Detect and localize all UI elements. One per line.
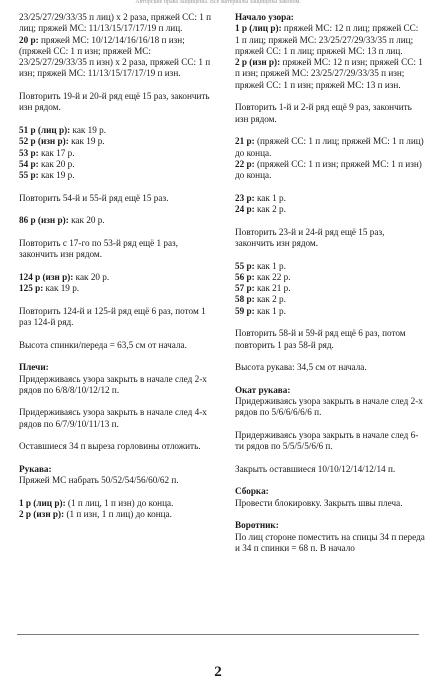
shoulders-step-2: Придерживаясь узора закрыть в начале след 4-х рядов по 6/7/9/10/11/13 п. [19, 407, 207, 429]
section-title-sleeve-cap: Окат рукава: [235, 384, 291, 395]
repeat-23-24: Повторить 23-й и 24-й ряд ещё 15 раз, закончить изн рядом. [235, 226, 385, 248]
running-header: Авторские права защищены. Все материалы защищены законом. [135, 0, 301, 5]
row-55: 55 р: как 19 р. [19, 170, 75, 181]
row-19-continuation: 23/25/27/29/33/35 п лиц) х 2 раза, пряжей СС: 1 п лиц; пряжей МС: 11/13/15/17/17/19 п лиц. [19, 12, 212, 34]
collar-text: По лиц стороне поместить на спицы 34 п переда и 34 п спинки = 68 п. В начало [235, 531, 425, 553]
sleeve-cap-step-2: Придерживаясь узора закрыть в начале след 6-ти рядов по 5/5/5/5/6/6 п. [235, 429, 419, 452]
sleeve-row-2: 2 р (изн р): (1 п изн, 1 п лиц) до конца. [19, 509, 172, 520]
row-125: 125 р: как 19 р. [19, 283, 80, 294]
sleeve-height: Высота рукава: 34,5 см от начала. [235, 362, 367, 373]
pattern-row-22: 22 р: (пряжей СС: 1 п изн; пряжей МС: 1 п изн) до конца. [235, 158, 422, 181]
pattern-row-24: 24 р: как 2 р. [235, 204, 286, 215]
neck-stitches: Оставшиеся 34 п выреза горловины отложить. [19, 441, 201, 452]
repeat-54-55: Повторить 54-й и 55-й ряд ещё 15 раз. [19, 192, 169, 203]
sleeves-cast-on: Пряжей МС набрать 50/52/54/56/60/62 п. [19, 475, 179, 486]
row-86: 86 р (изн р): как 20 р. [19, 215, 105, 226]
repeat-58-59: Повторить 58-й и 59-й ряд ещё 6 раз, потом повторить 1 раз 58-й ряд. [235, 328, 406, 350]
rows-124-125 [19, 272, 219, 295]
pattern-row-59: 59 р: как 1 р. [235, 305, 286, 316]
rows-55-59 [235, 261, 425, 317]
section-title-pattern-start: Начало узора: [235, 12, 294, 22]
rows-23-24 [235, 193, 425, 216]
pattern-row-55: 55 р: как 1 р. [235, 260, 286, 271]
sleeve-row-1: 1 р (лиц р): (1 п лиц, 1 п изн) до конца. [19, 497, 174, 508]
row-54: 54 р: как 20 р. [19, 158, 75, 169]
section-title-collar: Воротник: [235, 520, 279, 531]
repeat-1-2: Повторить 1-й и 2-й ряд ещё 9 раз, закончить изн рядом. [235, 102, 412, 124]
repeat-124-125: Повторить 124-й и 125-й ряд ещё 6 раз, потом 1 раз 124-й ряд. [19, 305, 206, 328]
section-title-assembly: Сборка: [235, 486, 269, 497]
back-height: Высота спинки/переда = 63,5 см от начала. [19, 339, 187, 350]
row-52: 52 р (изн р): как 19 р. [19, 136, 105, 147]
page-number: 2 [214, 664, 222, 680]
pattern-row-2: 2 р (изн р): пряжей МС: 12 п изн; пряжей СС: 1 п изн; пряжей МС: 23/25/27/29/33/35 п изн; пряжей СС: 1 п изн; пряжей МС: 13 п изн. [235, 57, 423, 90]
rows-21-22 [235, 136, 425, 181]
row-label: 20 р: [19, 34, 39, 45]
row-53: 53 р: как 17 р. [19, 147, 75, 158]
section-title-shoulders: Плечи: [19, 362, 49, 373]
sleeve-cap-step-1: Придерживаясь узора закрыть в начале след 2-х рядов по 5/6/6/6/6/6 п. [235, 396, 423, 418]
pattern-row-58: 58 р: как 2 р. [235, 294, 286, 305]
footer-divider [17, 634, 419, 635]
pattern-row-56: 56 р: как 22 р. [235, 271, 291, 282]
repeat-19-20: Повторить 19-й и 20-й ряд ещё 15 раз, закончить изн рядом. [19, 91, 210, 113]
assembly-text: Провести блокировку. Закрыть швы плеча. [235, 497, 403, 508]
pattern-row-21: 21 р: (пряжей СС: 1 п лиц; пряжей МС: 1 п лиц) до конца. [235, 136, 424, 158]
row-124: 124 р (изн р): как 20 р. [19, 271, 110, 282]
rows-51-55 [19, 125, 219, 181]
repeat-17-53: Повторить с 17-го по 53-й ряд ещё 1 раз, закончить изн рядом. [19, 237, 178, 260]
pattern-row-23: 23 р: как 1 р. [235, 192, 286, 203]
sleeve-rib-rows [19, 498, 219, 521]
row-20 [19, 35, 219, 80]
left-column [19, 12, 219, 520]
sleeve-cap-close: Закрыть оставшиеся 10/10/12/14/12/14 п. [235, 463, 396, 474]
right-column [235, 12, 425, 554]
pattern-row-1: 1 р (лиц р): пряжей МС: 12 п лиц; пряжей СС: 1 п лиц; пряжей МС: 23/25/27/29/33/35 п лиц; пряжей СС: 1 п лиц; пряжей МС: 13 п лиц. [235, 23, 419, 56]
row-51: 51 р (лиц р): как 19 р. [19, 124, 107, 135]
pattern-row-57: 57 р: как 21 р. [235, 283, 291, 294]
row-text: пряжей МС: 10/12/14/16/16/18 п изн; (пряжей СС: 1 п изн; пряжей МС: 23/25/27/29/33/35 п изн) х 2 раза, пряжей СС: 1 п изн; пряжей МС: 11/13/15/17/17/19 п изн. [19, 34, 211, 79]
shoulders-step-1: Придерживаясь узора закрыть в начале след 2-х рядов по 6/8/8/10/12/12 п. [19, 373, 207, 395]
section-title-sleeves: Рукава: [19, 463, 52, 474]
